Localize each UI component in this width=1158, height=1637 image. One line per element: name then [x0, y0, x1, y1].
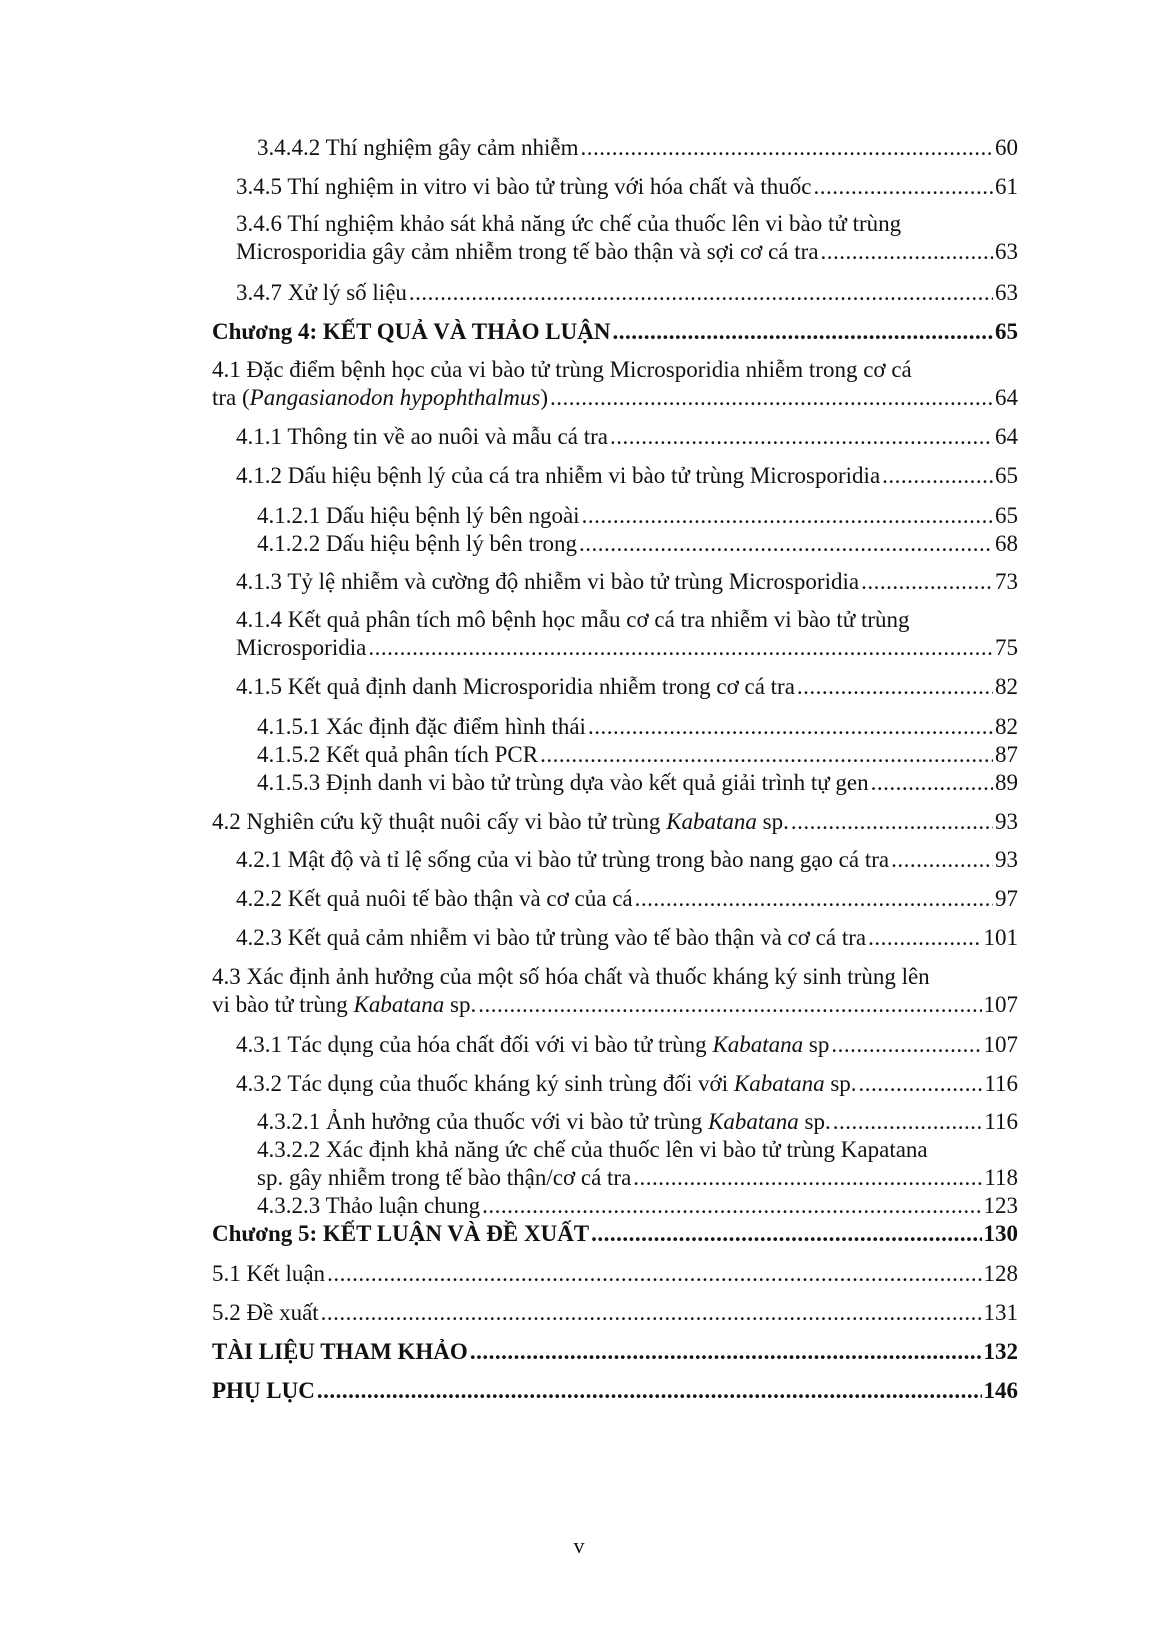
- toc-entry-text: tra (: [212, 385, 250, 410]
- toc-entry-italic: Kabatana: [666, 809, 757, 834]
- toc-entry-italic: Pangasianodon hypophthalmus: [249, 385, 541, 410]
- toc-entry-suffix: sp.: [444, 992, 477, 1017]
- toc-entry: [257, 741, 1018, 769]
- dot-leader: [317, 1377, 982, 1405]
- dot-leader: [813, 173, 993, 201]
- toc-page-number: 68: [995, 531, 1018, 556]
- dot-leader: [833, 1108, 983, 1136]
- toc-entry-title: [212, 1377, 315, 1405]
- toc-page-number: 93: [995, 809, 1018, 834]
- toc-entry: [212, 1338, 1018, 1366]
- toc-page-number: 107: [983, 992, 1018, 1017]
- toc-entry-text: 4.1.2 Dấu hiệu bệnh lý của cá tra nhiễm vi bào tử trùng Microsporidia: [236, 463, 881, 488]
- dot-leader: [821, 238, 993, 266]
- toc-entry: [257, 134, 1018, 162]
- toc-page-number: 116: [984, 1071, 1018, 1096]
- toc-entry-title: [257, 1164, 631, 1192]
- toc-entry-title: [257, 502, 580, 530]
- toc-entry: [236, 673, 1018, 701]
- toc-page-number: 93: [995, 847, 1018, 872]
- toc-page-number: 63: [995, 239, 1018, 264]
- toc-entry: [236, 279, 1018, 307]
- dot-leader: [868, 924, 981, 952]
- toc-entry-title: [236, 846, 889, 874]
- toc-entry: [257, 530, 1018, 558]
- toc-page-number: 89: [995, 770, 1018, 795]
- toc-entry-suffix: sp.: [756, 809, 789, 834]
- toc-entry: [212, 1377, 1018, 1405]
- toc-entry-text: 5.2 Đề xuất: [212, 1300, 319, 1325]
- toc-entry: [257, 1192, 1018, 1220]
- toc-entry-title-line: 4.1 Đặc điểm bệnh học của vi bào tử trùng Microsporidia nhiễm trong cơ cá: [212, 357, 912, 382]
- dot-leader: [579, 530, 993, 558]
- toc-entry: [212, 1260, 1018, 1288]
- toc-entry-title: [257, 741, 538, 769]
- toc-page-number: 123: [983, 1193, 1018, 1218]
- toc-entry-title: [257, 1192, 480, 1220]
- toc-entry-text: 4.3.2 Tác dụng của thuốc kháng ký sinh trùng đối với: [236, 1071, 734, 1096]
- toc-entry-text: 4.1.3 Tỷ lệ nhiễm và cường độ nhiễm vi bào tử trùng Microsporidia: [236, 569, 860, 594]
- toc-entry: [212, 1299, 1018, 1327]
- toc-entry: [236, 568, 1018, 596]
- toc-entry-title-line: 4.3 Xác định ảnh hưởng của một số hóa chất và thuốc kháng ký sinh trùng lên: [212, 964, 930, 989]
- toc-entry-title: [257, 530, 577, 558]
- toc-entry-title: [236, 568, 859, 596]
- toc-entry-title: [212, 991, 476, 1019]
- dot-leader: [633, 1164, 982, 1192]
- toc-entry-title: [236, 885, 633, 913]
- toc-entry-text: 4.1.5.3 Định danh vi bào tử trùng dựa vào kết quả giải trình tự gen: [257, 770, 869, 795]
- toc-entry-text: 4.1.1 Thông tin về ao nuôi và mẫu cá tra: [236, 424, 608, 449]
- toc-entry-text: vi bào tử trùng: [212, 992, 354, 1017]
- dot-leader: [791, 808, 993, 836]
- toc-entry-title: [212, 1220, 589, 1248]
- toc-entry: [212, 808, 1018, 836]
- toc-entry-italic: Kabatana: [712, 1032, 804, 1057]
- toc-entry-italic: Kabatana: [733, 1071, 825, 1096]
- page-number: v: [573, 1533, 585, 1558]
- dot-leader: [588, 713, 993, 741]
- toc-entry-title: [212, 1299, 319, 1327]
- toc-entry: [257, 1108, 1018, 1136]
- dot-leader: [470, 1338, 982, 1366]
- toc-entry-title: [212, 318, 610, 346]
- toc-entry-title: [236, 924, 866, 952]
- toc-entry-text: 3.4.5 Thí nghiệm in vitro vi bào tử trùng với hóa chất và thuốc: [236, 174, 812, 199]
- toc-entry: [236, 210, 1018, 266]
- toc-page-number: 63: [995, 280, 1018, 305]
- toc-entry-text: 3.4.7 Xử lý số liệu: [236, 280, 407, 305]
- dot-leader: [482, 1192, 981, 1220]
- toc-entry-text: 3.4.4.2 Thí nghiệm gây cảm nhiễm: [257, 135, 579, 160]
- toc-page-number: 64: [995, 424, 1018, 449]
- dot-leader: [610, 423, 993, 451]
- toc-page-number: 64: [995, 385, 1018, 410]
- toc-entry: [257, 713, 1018, 741]
- toc-entry-title: [236, 423, 608, 451]
- toc-entry-text: 4.3.2.3 Thảo luận chung: [257, 1193, 481, 1218]
- toc-page-number: 132: [983, 1339, 1018, 1364]
- toc-entry-title-line: 4.3.2.2 Xác định khả năng ức chế của thuốc lên vi bào tử trùng Kapatana: [257, 1137, 928, 1162]
- toc-entry-text: 4.2.2 Kết quả nuôi tế bào thận và cơ của cá: [236, 886, 633, 911]
- toc-entry-text: Chương 4: KẾT QUẢ VÀ THẢO LUẬN: [212, 319, 611, 344]
- toc-page-number: 65: [995, 319, 1018, 344]
- toc-entry-title: [212, 1338, 468, 1366]
- dot-leader: [882, 462, 993, 490]
- toc-page-number: 131: [983, 1300, 1018, 1325]
- toc-entry-text: 5.1 Kết luận: [212, 1261, 326, 1286]
- toc-entry-text: PHỤ LỤC: [212, 1378, 315, 1403]
- toc-entry-title: [257, 1108, 831, 1136]
- toc-entry-text: Chương 5: KẾT LUẬN VÀ ĐỀ XUẤT: [212, 1221, 590, 1246]
- toc-page-number: 107: [983, 1032, 1018, 1057]
- toc-entry-title: [212, 1260, 325, 1288]
- toc-entry-text: 4.2.3 Kết quả cảm nhiễm vi bào tử trùng vào tế bào thận và cơ cá tra: [236, 925, 867, 950]
- toc-page-number: 118: [984, 1165, 1018, 1190]
- toc-entry-text: Microsporidia gây cảm nhiễm trong tế bào thận và sợi cơ cá tra: [236, 239, 819, 264]
- dot-leader: [581, 134, 993, 162]
- toc-entry: [257, 1136, 1018, 1192]
- toc-page-number: 75: [995, 635, 1018, 660]
- toc-page-number: 130: [983, 1221, 1018, 1246]
- toc-page-number: 65: [995, 503, 1018, 528]
- toc-entry-title: [236, 173, 811, 201]
- toc-page-number: 60: [995, 135, 1018, 160]
- toc-page-number: 61: [995, 174, 1018, 199]
- toc-entry: [212, 356, 1018, 412]
- dot-leader: [478, 991, 981, 1019]
- toc-entry-title: [257, 134, 579, 162]
- toc-entry: [236, 462, 1018, 490]
- toc-entry-suffix: sp: [803, 1032, 830, 1057]
- dot-leader: [612, 318, 993, 346]
- toc-entry-title: [236, 634, 366, 662]
- toc-entry-suffix: sp.: [798, 1109, 831, 1134]
- dot-leader: [831, 1031, 981, 1059]
- dot-leader: [368, 634, 993, 662]
- toc-entry-text: 4.3.2.1 Ảnh hưởng của thuốc với vi bào tử trùng: [257, 1109, 709, 1134]
- toc-page-number: 97: [995, 886, 1018, 911]
- toc-entry-text: TÀI LIỆU THAM KHẢO: [212, 1339, 468, 1364]
- toc-entry-text: 4.1.2.2 Dấu hiệu bệnh lý bên trong: [257, 531, 578, 556]
- dot-leader: [871, 769, 993, 797]
- dot-leader: [859, 1070, 983, 1098]
- toc-page-number: 82: [995, 714, 1018, 739]
- toc-entry-title: [236, 1031, 829, 1059]
- toc-entry: [236, 1070, 1018, 1098]
- toc-entry-italic: Kabatana: [708, 1109, 799, 1134]
- toc-entry-title: [212, 384, 548, 412]
- toc-page-number: 128: [983, 1261, 1018, 1286]
- toc-entry-text: 4.2 Nghiên cứu kỹ thuật nuôi cấy vi bào tử trùng: [212, 809, 667, 834]
- toc-entry-suffix: sp.: [824, 1071, 857, 1096]
- toc-entry-title: [236, 673, 795, 701]
- toc-entry: [236, 1031, 1018, 1059]
- toc-entry-text: Microsporidia: [236, 635, 367, 660]
- dot-leader: [550, 384, 993, 412]
- toc-entry-title: [236, 1070, 857, 1098]
- toc-entry: [212, 963, 1018, 1019]
- toc-page-number: 73: [995, 569, 1018, 594]
- toc-entry: [236, 423, 1018, 451]
- toc-entry-title: [236, 279, 407, 307]
- dot-leader: [591, 1220, 981, 1248]
- toc-entry-title-line: 3.4.6 Thí nghiệm khảo sát khả năng ức chế của thuốc lên vi bào tử trùng: [236, 211, 902, 236]
- dot-leader: [327, 1260, 981, 1288]
- toc-entry: [212, 1220, 1018, 1248]
- dot-leader: [635, 885, 993, 913]
- toc-entry-text: 4.1.5.2 Kết quả phân tích PCR: [257, 742, 539, 767]
- toc-entry-text: 4.1.5 Kết quả định danh Microsporidia nhiễm trong cơ cá tra: [236, 674, 795, 699]
- dot-leader: [540, 741, 993, 769]
- toc-entry-title: [236, 238, 819, 266]
- dot-leader: [321, 1299, 982, 1327]
- toc-page-number: 101: [983, 925, 1018, 950]
- toc-entry: [236, 885, 1018, 913]
- toc-entry-text: sp. gây nhiễm trong tế bào thận/cơ cá tra: [257, 1165, 632, 1190]
- toc-page-number: 65: [995, 463, 1018, 488]
- toc-page-number: 87: [995, 742, 1018, 767]
- toc-entry: [257, 502, 1018, 530]
- toc-entry-title: [257, 713, 586, 741]
- toc-entry: [236, 606, 1018, 662]
- toc-entry: [236, 924, 1018, 952]
- dot-leader: [409, 279, 993, 307]
- toc-entry-suffix: ): [540, 385, 549, 410]
- toc-entry: [236, 846, 1018, 874]
- dot-leader: [797, 673, 993, 701]
- toc-entry-title: [212, 808, 789, 836]
- toc-entry-text: 4.1.5.1 Xác định đặc điểm hình thái: [257, 714, 586, 739]
- toc-page-number: 116: [984, 1109, 1018, 1134]
- toc-entry-title: [257, 769, 869, 797]
- toc-entry-italic: Kabatana: [353, 992, 445, 1017]
- toc-entry-text: 4.1.2.1 Dấu hiệu bệnh lý bên ngoài: [257, 503, 580, 528]
- dot-leader: [582, 502, 993, 530]
- toc-page-number: 146: [983, 1378, 1018, 1403]
- toc-entry-title: [236, 462, 880, 490]
- toc-entry: [212, 318, 1018, 346]
- toc-entry: [236, 173, 1018, 201]
- toc-entry-title-line: 4.1.4 Kết quả phân tích mô bệnh học mẫu cơ cá tra nhiễm vi bào tử trùng: [236, 607, 910, 632]
- toc-entry-text: 4.3.1 Tác dụng của hóa chất đối với vi bào tử trùng: [236, 1032, 713, 1057]
- dot-leader: [891, 846, 993, 874]
- toc-entry-text: 4.2.1 Mật độ và tỉ lệ sống của vi bào tử trùng trong bào nang gạo cá tra: [236, 847, 890, 872]
- toc-page-number: 82: [995, 674, 1018, 699]
- dot-leader: [861, 568, 993, 596]
- toc-entry: [257, 769, 1018, 797]
